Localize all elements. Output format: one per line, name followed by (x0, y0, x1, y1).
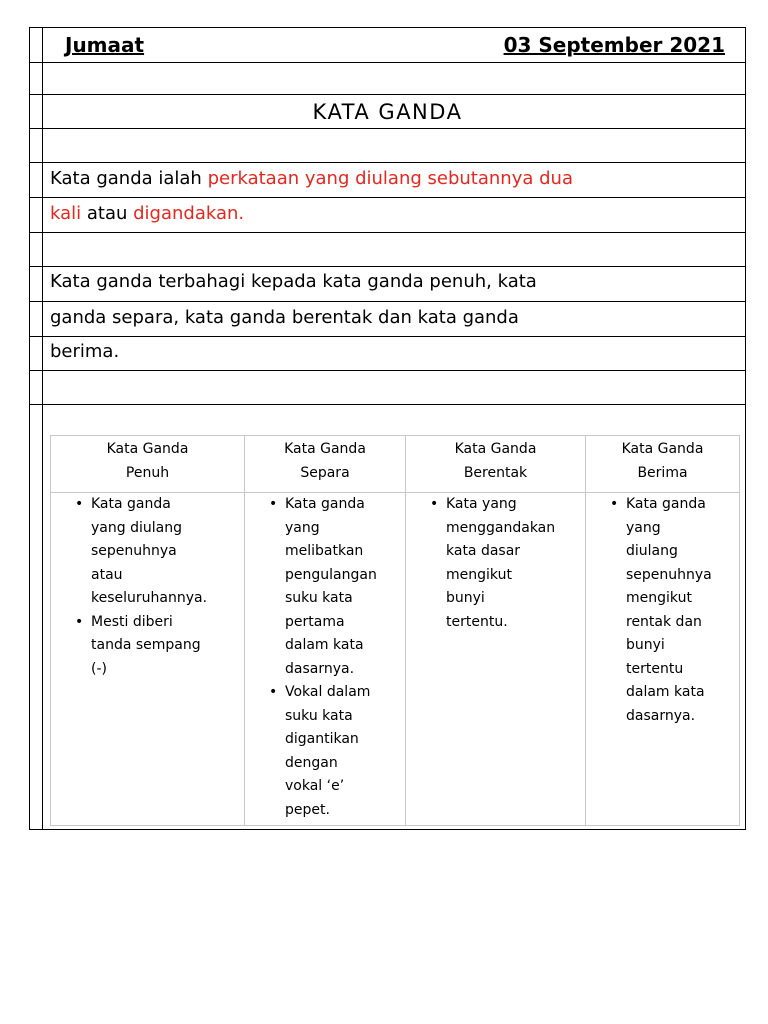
column-heading-line: Kata Ganda (454, 441, 537, 457)
list-item-line: pepet. (285, 801, 330, 818)
day-label: Jumaat (65, 33, 145, 57)
list-item-line: sepenuhnya (91, 543, 177, 559)
bullet-icon: • (75, 496, 84, 512)
list-item-line: bunyi (446, 590, 485, 606)
list-item-line: diulang (626, 543, 678, 559)
bullet-icon: • (269, 684, 278, 700)
list-item (51, 493, 207, 611)
definition-highlight: digandakan. (133, 203, 245, 224)
bullet-list (51, 493, 207, 681)
list-item-line: yang (285, 519, 320, 536)
list-item-line: dalam kata (626, 684, 705, 700)
ruled-line (30, 370, 745, 371)
list-item-line: mengikut (446, 566, 512, 583)
ruled-line (30, 404, 745, 405)
types-paragraph-line: Kata ganda terbahagi kepada kata ganda penuh, kata (50, 271, 537, 292)
column-heading-line: Kata Ganda (621, 441, 704, 457)
list-item (406, 493, 555, 634)
list-item-line: suku kata (285, 707, 353, 724)
ruled-line (30, 336, 745, 337)
column-heading-line: Berentak (463, 465, 528, 481)
definition-text: atau (81, 203, 134, 224)
list-item (586, 493, 712, 728)
list-item-line: bunyi (626, 637, 665, 653)
ruled-line (30, 266, 745, 267)
column-heading-line: Berima (637, 465, 688, 481)
list-item-line: dengan (285, 754, 338, 771)
column-heading (51, 436, 244, 493)
list-item-line: vokal ‘e’ (285, 778, 345, 794)
list-item-line: menggandakan (446, 519, 556, 536)
list-item-line: pertama (285, 613, 345, 630)
column-heading (586, 436, 739, 493)
list-item-line: suku kata (285, 590, 353, 606)
bullet-list (586, 493, 712, 728)
page-title: KATA GANDA (312, 100, 463, 124)
list-item-line: (-) (91, 660, 107, 677)
list-item-line: Kata ganda (626, 496, 706, 512)
table-column (405, 436, 585, 825)
definition-line-2 (50, 203, 244, 224)
list-item-line: yang (626, 519, 661, 536)
definition-text: Kata ganda ialah (50, 168, 208, 189)
list-item-line: melibatkan (285, 543, 364, 559)
ruled-line (30, 94, 745, 95)
table-column (51, 436, 244, 825)
list-item-line: dasarnya. (626, 707, 696, 724)
worksheet (29, 27, 746, 830)
column-heading-line: Penuh (125, 465, 170, 481)
definition-highlight: perkataan yang diulang sebutannya dua (207, 168, 573, 189)
list-item-line: kata dasar (446, 543, 521, 559)
list-item-line: dasarnya. (285, 660, 355, 677)
list-item (51, 611, 207, 682)
ruled-line (30, 128, 745, 129)
bullet-icon: • (430, 496, 439, 512)
types-paragraph-line: ganda separa, kata ganda berentak dan kata ganda (50, 307, 519, 328)
date-label: 03 September 2021 (503, 33, 725, 57)
kata-ganda-table (50, 435, 740, 826)
list-item-line: Mesti diberi (91, 613, 173, 630)
bullet-list (406, 493, 555, 634)
table-column (585, 436, 739, 825)
list-item-line: Kata yang (446, 496, 517, 512)
column-heading-line: Kata Ganda (106, 441, 189, 457)
list-item-line: atau (91, 566, 123, 583)
definition-highlight: kali (50, 203, 82, 224)
ruled-line (30, 62, 745, 63)
list-item-line: keseluruhannya. (91, 590, 208, 606)
bullet-icon: • (269, 496, 278, 512)
list-item-line: yang diulang (91, 519, 182, 536)
list-item (245, 493, 377, 681)
list-item-line: tanda sempang (91, 637, 201, 653)
ruled-line (30, 162, 745, 163)
list-item-line: digantikan (285, 731, 359, 747)
list-item-line: Kata ganda (91, 496, 171, 512)
definition-line-1 (50, 168, 573, 189)
bullet-list (245, 493, 377, 822)
list-item-line: sepenuhnya (626, 566, 712, 583)
bullet-icon: • (75, 613, 84, 630)
ruled-line (30, 197, 745, 198)
types-paragraph-line: berima. (50, 341, 120, 362)
list-item-line: pengulangan (285, 566, 377, 583)
list-item (245, 681, 377, 822)
column-heading-line: Kata Ganda (284, 441, 366, 457)
list-item-line: Vokal dalam (285, 684, 371, 700)
list-item-line: tertentu. (446, 613, 508, 630)
list-item-line: dalam kata (285, 637, 364, 653)
column-heading-line: Separa (300, 465, 350, 481)
list-item-line: Kata ganda (285, 496, 365, 512)
column-heading (245, 436, 405, 493)
table-column (244, 436, 405, 825)
margin-line (42, 28, 43, 829)
list-item-line: rentak dan (626, 613, 702, 630)
ruled-line (30, 301, 745, 302)
ruled-line (30, 232, 745, 233)
list-item-line: mengikut (626, 590, 692, 606)
column-heading (406, 436, 585, 493)
bullet-icon: • (610, 496, 619, 512)
list-item-line: tertentu (626, 660, 684, 677)
